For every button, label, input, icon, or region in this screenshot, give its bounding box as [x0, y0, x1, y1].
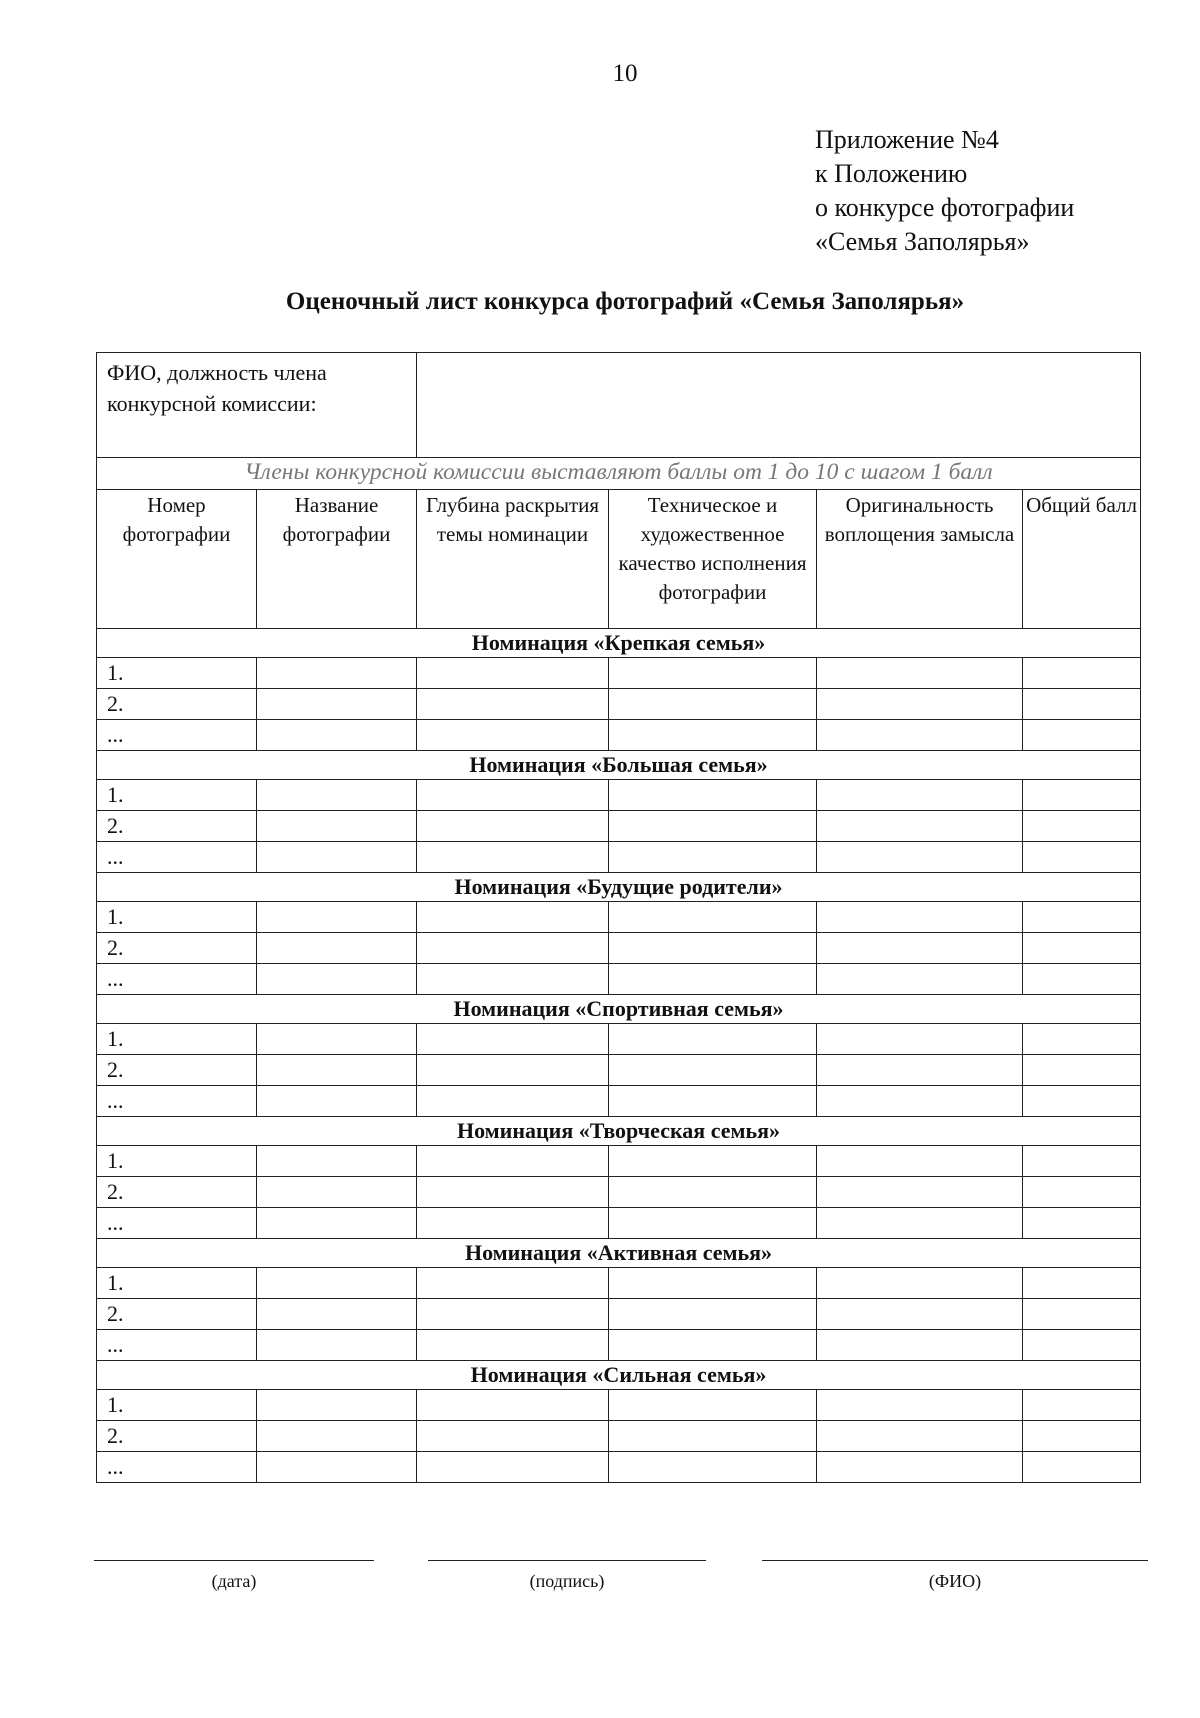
nomination-title: Номинация «Большая семья»: [97, 751, 1141, 780]
score-cell[interactable]: [257, 658, 417, 689]
sign-signature: [428, 1560, 706, 1592]
score-cell[interactable]: [417, 1390, 609, 1421]
score-cell[interactable]: [1023, 1390, 1141, 1421]
photo-number-cell: ...: [97, 1452, 257, 1483]
score-cell[interactable]: [417, 780, 609, 811]
fio-sign-label: (ФИО): [928, 1571, 982, 1591]
score-cell[interactable]: [817, 720, 1023, 751]
table-row: [97, 689, 1141, 720]
nomination-header-row: [97, 1117, 1141, 1146]
score-cell[interactable]: [1023, 933, 1141, 964]
score-cell[interactable]: [1023, 689, 1141, 720]
table-row: [97, 1330, 1141, 1361]
score-cell[interactable]: [609, 1268, 817, 1299]
score-cell[interactable]: [257, 1330, 417, 1361]
score-cell[interactable]: [817, 1452, 1023, 1483]
score-cell[interactable]: [609, 1390, 817, 1421]
score-cell[interactable]: [817, 1268, 1023, 1299]
column-header-row: [97, 490, 1141, 629]
score-cell[interactable]: [257, 1299, 417, 1330]
score-cell[interactable]: [609, 720, 817, 751]
score-cell[interactable]: [817, 902, 1023, 933]
score-cell[interactable]: [1023, 964, 1141, 995]
score-cell[interactable]: [817, 689, 1023, 720]
score-cell[interactable]: [609, 1421, 817, 1452]
score-cell[interactable]: [817, 1177, 1023, 1208]
score-cell[interactable]: [1023, 1024, 1141, 1055]
score-cell[interactable]: [417, 1268, 609, 1299]
table-row: [97, 780, 1141, 811]
fio-signature: [762, 1560, 1148, 1592]
score-cell[interactable]: [257, 780, 417, 811]
score-cell[interactable]: [417, 720, 609, 751]
score-cell[interactable]: [257, 842, 417, 873]
fio-label: ФИО, должность члена конкурсной комиссии:: [97, 353, 417, 458]
score-cell[interactable]: [817, 1146, 1023, 1177]
appendix-line: Приложение №4: [815, 125, 999, 154]
table-row: [97, 842, 1141, 873]
score-cell[interactable]: [817, 1330, 1023, 1361]
fio-line[interactable]: [762, 1560, 1148, 1561]
nomination-header-row: [97, 1361, 1141, 1390]
score-cell[interactable]: [1023, 842, 1141, 873]
score-cell[interactable]: [257, 964, 417, 995]
photo-number-cell: ...: [97, 1208, 257, 1239]
score-cell[interactable]: [257, 1055, 417, 1086]
nomination-title: Номинация «Активная семья»: [97, 1239, 1141, 1268]
table-row: [97, 964, 1141, 995]
score-cell[interactable]: [1023, 1208, 1141, 1239]
score-cell[interactable]: [257, 720, 417, 751]
instruction-text: Члены конкурсной комиссии выставляют баллы от 1 до 10 с шагом 1 балл: [97, 458, 1141, 490]
appendix-note: [815, 123, 1074, 259]
photo-number-cell: 2.: [97, 811, 257, 842]
table-row: [97, 933, 1141, 964]
score-cell[interactable]: [257, 1421, 417, 1452]
fio-field[interactable]: [417, 353, 1141, 458]
table-row: [97, 1055, 1141, 1086]
table-row: [97, 1024, 1141, 1055]
score-cell[interactable]: [609, 1452, 817, 1483]
score-cell[interactable]: [417, 1146, 609, 1177]
score-cell[interactable]: [609, 1024, 817, 1055]
column-header: Номер фотографии: [97, 490, 257, 629]
score-cell[interactable]: [417, 1055, 609, 1086]
score-cell[interactable]: [609, 1146, 817, 1177]
score-cell[interactable]: [817, 1086, 1023, 1117]
table-row: [97, 1177, 1141, 1208]
table-row: [97, 811, 1141, 842]
score-cell[interactable]: [417, 1452, 609, 1483]
score-cell[interactable]: [817, 658, 1023, 689]
score-cell[interactable]: [1023, 658, 1141, 689]
table-row: [97, 1390, 1141, 1421]
photo-number-cell: 2.: [97, 1421, 257, 1452]
nomination-title: Номинация «Сильная семья»: [97, 1361, 1141, 1390]
signature-label: (подпись): [529, 1571, 605, 1591]
score-cell[interactable]: [257, 1024, 417, 1055]
score-cell[interactable]: [257, 1390, 417, 1421]
score-cell[interactable]: [1023, 1086, 1141, 1117]
signature-line[interactable]: [428, 1560, 706, 1561]
nomination-title: Номинация «Крепкая семья»: [97, 629, 1141, 658]
table-row: [97, 1452, 1141, 1483]
document-title: Оценочный лист конкурса фотографий «Семья Заполярья»: [285, 288, 965, 315]
score-cell[interactable]: [1023, 811, 1141, 842]
column-header: Общий балл: [1023, 490, 1141, 629]
table-row: [97, 902, 1141, 933]
score-cell[interactable]: [817, 1421, 1023, 1452]
score-cell[interactable]: [1023, 1421, 1141, 1452]
score-cell[interactable]: [257, 1146, 417, 1177]
photo-number-cell: 1.: [97, 902, 257, 933]
table-row: [97, 1268, 1141, 1299]
score-cell[interactable]: [817, 1299, 1023, 1330]
table-row: [97, 720, 1141, 751]
score-cell[interactable]: [417, 1086, 609, 1117]
column-header: Глубина раскрытия темы номинации: [417, 490, 609, 629]
photo-number-cell: 2.: [97, 933, 257, 964]
photo-number-cell: 1.: [97, 1268, 257, 1299]
score-cell[interactable]: [609, 1177, 817, 1208]
score-cell[interactable]: [1023, 1146, 1141, 1177]
score-cell[interactable]: [1023, 1452, 1141, 1483]
column-header: Название фотографии: [257, 490, 417, 629]
nomination-header-row: [97, 995, 1141, 1024]
photo-number-cell: ...: [97, 964, 257, 995]
signature-block: [0, 1560, 1200, 1640]
score-cell[interactable]: [417, 811, 609, 842]
score-cell[interactable]: [417, 1024, 609, 1055]
score-cell[interactable]: [417, 658, 609, 689]
column-header: Оригинальность воплощения замысла: [817, 490, 1023, 629]
score-cell[interactable]: [1023, 1268, 1141, 1299]
table-row: [97, 1421, 1141, 1452]
score-cell[interactable]: [817, 1055, 1023, 1086]
score-cell[interactable]: [417, 1421, 609, 1452]
score-cell[interactable]: [817, 1024, 1023, 1055]
photo-number-cell: ...: [97, 842, 257, 873]
photo-number-cell: 2.: [97, 1299, 257, 1330]
score-cell[interactable]: [257, 811, 417, 842]
score-cell[interactable]: [1023, 902, 1141, 933]
photo-number-cell: 1.: [97, 780, 257, 811]
score-cell[interactable]: [817, 842, 1023, 873]
score-cell[interactable]: [609, 1330, 817, 1361]
instruction-row: [97, 458, 1141, 490]
score-cell[interactable]: [609, 933, 817, 964]
photo-number-cell: 2.: [97, 1177, 257, 1208]
score-cell[interactable]: [257, 689, 417, 720]
photo-number-cell: 2.: [97, 689, 257, 720]
score-cell[interactable]: [817, 780, 1023, 811]
score-cell[interactable]: [417, 689, 609, 720]
evaluation-table: [96, 352, 1141, 1483]
score-cell[interactable]: [609, 658, 817, 689]
nomination-header-row: [97, 629, 1141, 658]
date-label: (дата): [211, 1571, 257, 1591]
table-row: [97, 1146, 1141, 1177]
photo-number-cell: ...: [97, 1330, 257, 1361]
score-cell[interactable]: [257, 1268, 417, 1299]
score-cell[interactable]: [257, 1086, 417, 1117]
table-row: [97, 1086, 1141, 1117]
score-cell[interactable]: [817, 1208, 1023, 1239]
score-cell[interactable]: [417, 1299, 609, 1330]
score-cell[interactable]: [817, 933, 1023, 964]
photo-number-cell: 2.: [97, 1055, 257, 1086]
score-cell[interactable]: [417, 964, 609, 995]
appendix-line: о конкурсе фотографии: [815, 193, 1075, 222]
score-cell[interactable]: [609, 842, 817, 873]
photo-number-cell: 1.: [97, 1146, 257, 1177]
appendix-line: «Семья Заполярья»: [815, 227, 1030, 256]
column-header: Техническое и художественное качество исполнения фотографии: [609, 490, 817, 629]
page-number: 10: [612, 60, 638, 87]
nomination-title: Номинация «Творческая семья»: [97, 1117, 1141, 1146]
score-cell[interactable]: [1023, 1299, 1141, 1330]
table-row: [97, 1299, 1141, 1330]
date-signature: [94, 1560, 374, 1592]
score-cell[interactable]: [609, 1055, 817, 1086]
score-cell[interactable]: [417, 933, 609, 964]
score-cell[interactable]: [609, 689, 817, 720]
score-cell[interactable]: [609, 811, 817, 842]
score-cell[interactable]: [417, 902, 609, 933]
nomination-title: Номинация «Будущие родители»: [97, 873, 1141, 902]
table-row: [97, 1208, 1141, 1239]
nomination-header-row: [97, 751, 1141, 780]
photo-number-cell: ...: [97, 1086, 257, 1117]
score-cell[interactable]: [1023, 1177, 1141, 1208]
score-cell[interactable]: [609, 780, 817, 811]
score-cell[interactable]: [609, 902, 817, 933]
photo-number-cell: 1.: [97, 1390, 257, 1421]
table-row: [97, 658, 1141, 689]
score-cell[interactable]: [817, 1390, 1023, 1421]
score-cell[interactable]: [817, 811, 1023, 842]
score-cell[interactable]: [609, 1208, 817, 1239]
score-cell[interactable]: [1023, 780, 1141, 811]
date-line[interactable]: [94, 1560, 374, 1561]
score-cell[interactable]: [1023, 1330, 1141, 1361]
score-cell[interactable]: [257, 1208, 417, 1239]
score-cell[interactable]: [609, 1299, 817, 1330]
score-cell[interactable]: [257, 1177, 417, 1208]
score-cell[interactable]: [257, 1452, 417, 1483]
photo-number-cell: 1.: [97, 658, 257, 689]
score-cell[interactable]: [417, 1330, 609, 1361]
score-cell[interactable]: [257, 902, 417, 933]
appendix-line: к Положению: [815, 159, 968, 188]
score-cell[interactable]: [417, 842, 609, 873]
score-cell[interactable]: [417, 1208, 609, 1239]
photo-number-cell: ...: [97, 720, 257, 751]
score-cell[interactable]: [257, 933, 417, 964]
photo-number-cell: 1.: [97, 1024, 257, 1055]
score-cell[interactable]: [817, 964, 1023, 995]
score-cell[interactable]: [609, 1086, 817, 1117]
fio-row: [97, 353, 1141, 458]
score-cell[interactable]: [417, 1177, 609, 1208]
nomination-header-row: [97, 873, 1141, 902]
nomination-header-row: [97, 1239, 1141, 1268]
score-cell[interactable]: [1023, 720, 1141, 751]
nomination-title: Номинация «Спортивная семья»: [97, 995, 1141, 1024]
score-cell[interactable]: [1023, 1055, 1141, 1086]
score-cell[interactable]: [609, 964, 817, 995]
